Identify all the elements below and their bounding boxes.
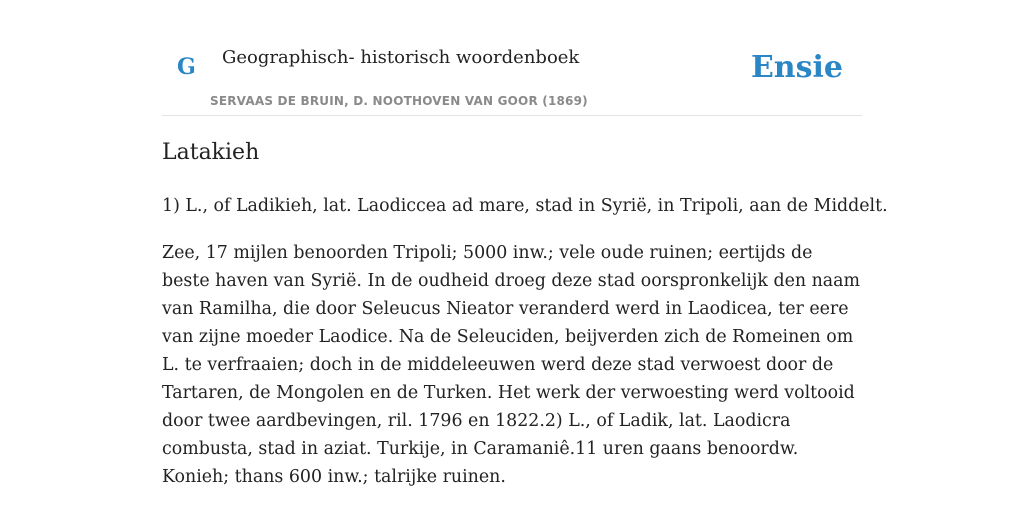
book-title-link[interactable]: Geographisch- historisch woordenboek (222, 47, 580, 68)
book-logo-icon[interactable]: G (177, 54, 196, 80)
entry-body (162, 192, 888, 491)
page (162, 0, 888, 487)
book-header (162, 0, 862, 116)
ensie-logo-link[interactable]: Ensie (750, 50, 843, 85)
entry-paragraph: 1) L., of Ladikieh, lat. Laodiccea ad mare, stad in Syrië, in Tripoli, aan de Middelt. (162, 196, 888, 216)
book-author: SERVAAS DE BRUIN, D. NOOTHOVEN VAN GOOR (1869) (210, 94, 588, 108)
entry-paragraph: Zee, 17 mijlen benoorden Tripoli; 5000 inw.; vele oude ruinen; eertijds de beste haven van Syrië. In de oudheid droeg deze stad oorspronkelijk den naam van Ramilha, die door Seleucus Nieator veranderd werd in Laodicea, ter eere van zijne moeder Laodice. Na de Seleuciden, beijverden zich de Romeinen om L. te verfraaien; doch in de middeleeuwen werd deze stad verwoest door de Tartaren, de Mongolen en de Turken. Het werk der verwoesting werd voltooid door twee aardbevingen, ril. 1796 en 1822.2) L., of Ladik, lat. Laodicra combusta, stad in aziat. Turkije, in Caramaniê.11 uren gaans benoordw. Konieh; thans 600 inw.; talrijke ruinen. (162, 243, 861, 487)
entry-title: Latakieh (162, 140, 260, 165)
